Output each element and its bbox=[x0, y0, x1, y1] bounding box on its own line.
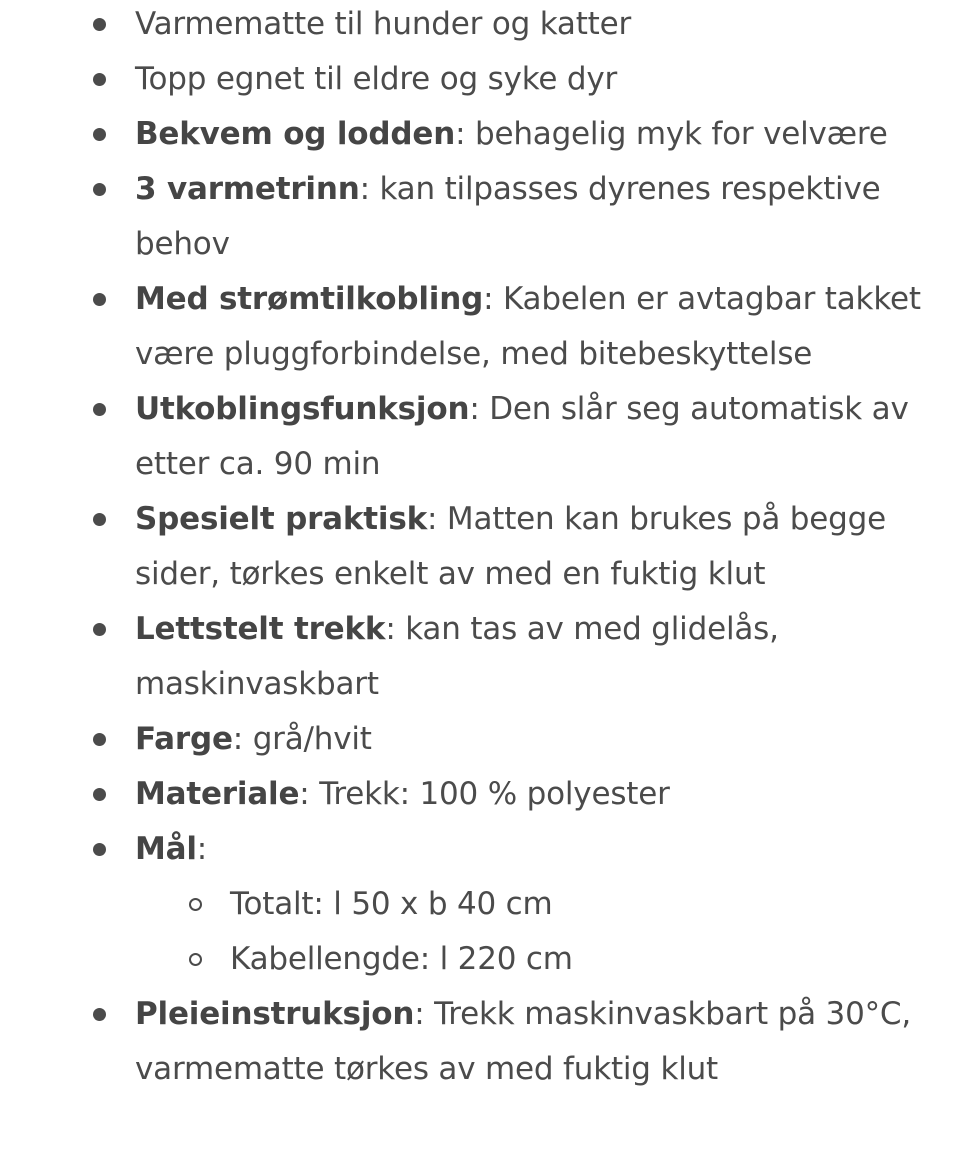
item-label: Farge bbox=[135, 721, 233, 757]
list-item bbox=[0, 272, 960, 382]
item-text: Topp egnet til eldre og syke dyr bbox=[135, 61, 618, 97]
item-label: Utkoblingsfunksjon bbox=[135, 391, 470, 427]
item-label: 3 varmetrinn bbox=[135, 171, 360, 207]
list-item bbox=[0, 382, 960, 492]
dimensions-sublist bbox=[135, 877, 940, 987]
item-text: : kan tas av med glidelås, maskinvaskbart bbox=[135, 611, 779, 702]
list-item bbox=[0, 987, 960, 1097]
list-item bbox=[0, 162, 960, 272]
item-label: Mål bbox=[135, 831, 197, 867]
sub-list-item: Totalt: l 50 x b 40 cm bbox=[0, 877, 940, 932]
list-item bbox=[0, 492, 960, 602]
item-label: Spesielt praktisk bbox=[135, 501, 428, 537]
item-text: : behagelig myk for velvære bbox=[455, 116, 888, 152]
item-label: Pleieinstruksjon bbox=[135, 996, 415, 1032]
item-text: : bbox=[196, 831, 208, 867]
item-label: Med strømtilkobling bbox=[135, 281, 484, 317]
item-text: : kan tilpasses dyrenes respektive behov bbox=[135, 171, 881, 262]
list-item bbox=[0, 822, 960, 987]
item-text: : Den slår seg automatisk av etter ca. 90 min bbox=[135, 391, 909, 482]
item-label: Materiale bbox=[135, 776, 300, 812]
list-item bbox=[0, 0, 960, 52]
item-text: Varmematte til hunder og katter bbox=[135, 6, 632, 42]
item-text: : Trekk maskinvaskbart på 30°C, varmematte tørkes av med fuktig klut bbox=[135, 996, 911, 1087]
item-text: : Matten kan brukes på begge sider, tørkes enkelt av med en fuktig klut bbox=[135, 501, 886, 592]
item-text: : Trekk: 100 % polyester bbox=[299, 776, 670, 812]
list-item bbox=[0, 712, 960, 767]
item-label: Bekvem og lodden bbox=[135, 116, 456, 152]
list-item bbox=[0, 767, 960, 822]
sub-list-item: Kabellengde: l 220 cm bbox=[0, 932, 940, 987]
list-item bbox=[0, 602, 960, 712]
list-item bbox=[0, 107, 960, 162]
item-label: Lettstelt trekk bbox=[135, 611, 386, 647]
item-text: : grå/hvit bbox=[232, 721, 372, 757]
list-item bbox=[0, 52, 960, 107]
item-text: : Kabelen er avtagbar takket være pluggforbindelse, med bitebeskyttelse bbox=[135, 281, 921, 372]
